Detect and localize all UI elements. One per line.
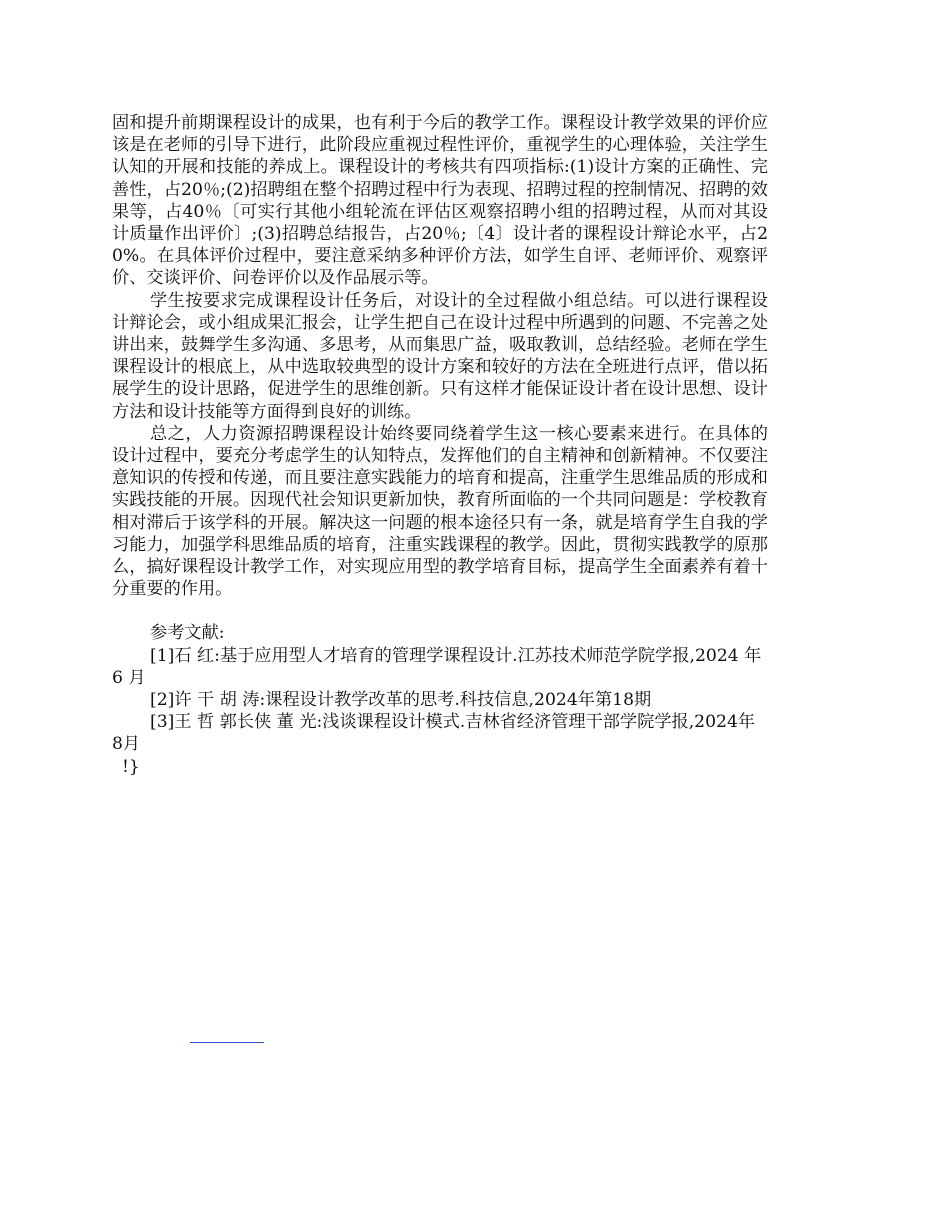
trailing-mark: !} xyxy=(122,756,140,777)
footer-link-underline xyxy=(190,1042,264,1043)
paragraph-summary: 学生按要求完成课程设计任务后，对设计的全过程做小组总结。可以进行课程设计辩论会，或小组成果汇报会，让学生把自己在设计过程中所遇到的问题、不完善之处讲出来，鼓舞学生多沟通、多思考，从而集思广益，吸取教训，总结经验。老师在学生课程设计的根底上，从中选取较典型的设计方案和较好的方法在全班进行点评，借以拓展学生的设计思路，促进学生的思维创新。只有这样才能保证设计者在设计思想、设计方法和设计技能等方面得到良好的训练。 xyxy=(112,290,768,422)
reference-item-1: [1]石 红:基于应用型人才培育的管理学课程设计.江苏技术师范学院学报,2024 年 6 月 xyxy=(112,645,762,688)
reference-item-3: [3]王 哲 郭长侠 董 光:浅谈课程设计模式.吉林省经济管理干部学院学报,2024年 8月 xyxy=(112,712,756,755)
reference-item-2: [2]许 干 胡 涛:课程设计教学改革的思考.科技信息,2024年第18期 xyxy=(150,690,652,711)
paragraph-conclusion: 总之，人力资源招聘课程设计始终要同绕着学生这一核心要素来进行。在具体的设计过程中，要充分考虑学生的认知特点，发挥他们的自主精神和创新精神。不仅要注意知识的传授和传递，而且要注意实践能力的培育和提高，注重学生思维品质的形成和实践技能的开展。因现代社会知识更新加快，教育所面临的一个共同问题是：学校教育相对滞后于该学科的开展。解决这一问题的根本途径只有一条，就是培育学生自我的学习能力，加强学科思维品质的培育，注重实践课程的教学。因此，贯彻实践教学的原那么，搞好课程设计教学工作，对实现应用型的教学培育目标，提高学生全面素养有着十分重要的作用。 xyxy=(112,423,768,600)
document-page xyxy=(112,112,768,778)
paragraph-evaluation: 固和提升前期课程设计的成果，也有利于今后的教学工作。课程设计教学效果的评价应该是在老师的引导下进行，此阶段应重视过程性评价，重视学生的心理体验，关注学生认知的开展和技能的养成上。课程设计的考核共有四项指标:(1)设计方案的正确性、完善性，占20％;(2)招聘组在整个招聘过程中行为表现、招聘过程的控制情况、招聘的效果等，占40％〔可实行其他小组轮流在评估区观察招聘小组的招聘过程，从而对其设计质量作出评价〕;(3)招聘总结报告，占20％;〔4〕设计者的课程设计辩论水平，占20%。在具体评价过程中，要注意采纳多种评价方法，如学生自评、老师评价、观察评价、交谈评价、问卷评价以及作品展示等。 xyxy=(112,113,768,289)
spacer xyxy=(112,600,768,622)
references-heading: 参考文献: xyxy=(150,623,225,644)
